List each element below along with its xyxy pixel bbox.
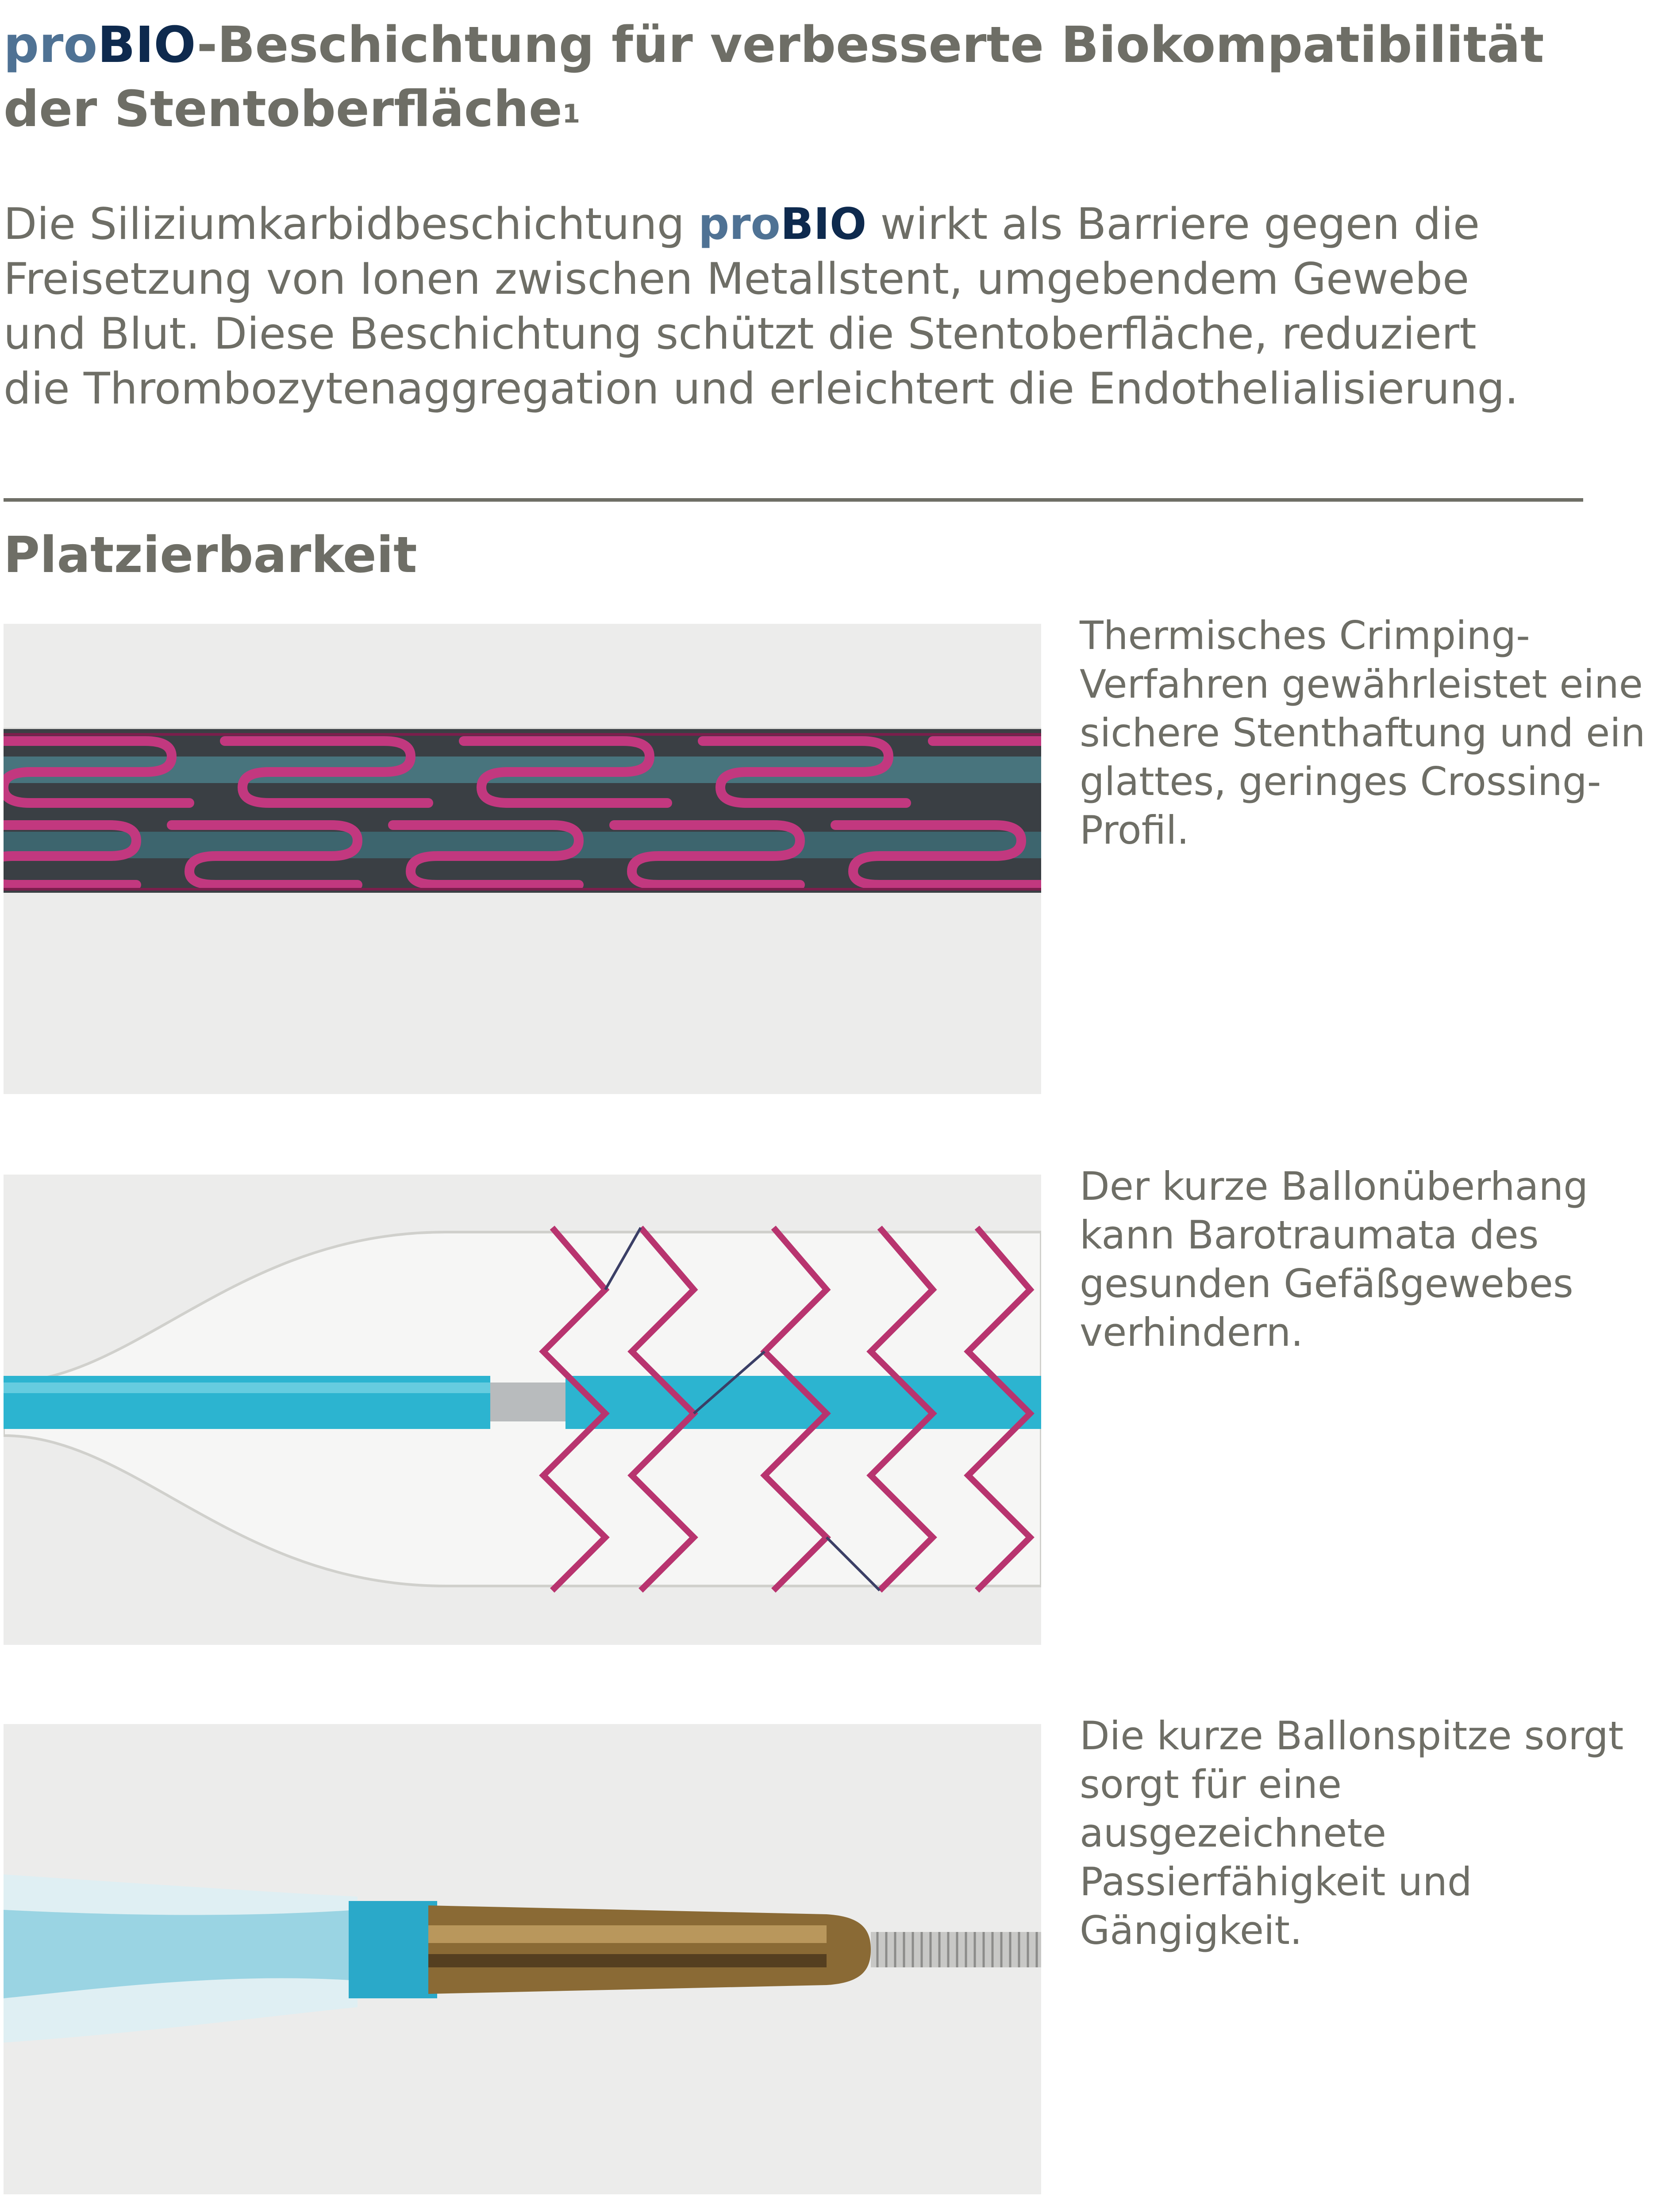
intro-text-end: wirkt als Barriere gegen die Freisetzung von Ionen zwischen Metallstent, umgebendem Gewebe und Blut. Diese Beschichtung schützt die Stentoberfläche, reduziert die Thrombozytenaggregation und erleichtert die Endothelialisierung. bbox=[4, 199, 1519, 414]
balloon-overhang-illustration bbox=[4, 1175, 1041, 1645]
balloon-tip-photo bbox=[4, 1724, 1041, 2194]
intro-brand-pro: pro bbox=[698, 199, 781, 250]
title-brand-bio: BIO bbox=[97, 16, 197, 74]
page-title bbox=[4, 13, 1552, 142]
feature-text-overhang: Der kurze Ballonüberhang kann Barotraumata des gesunden Gefäßgewebes verhindern. bbox=[1080, 1164, 1589, 1355]
title-footnote-marker: 1 bbox=[562, 99, 581, 129]
feature-text-tip: Die kurze Ballonspitze sorgt sorgt für eine ausgezeichnete Passierfähigkeit und Gängigkeit. bbox=[1080, 1713, 1624, 1953]
crimped-stent-photo bbox=[4, 624, 1041, 1094]
section-divider bbox=[4, 498, 1583, 502]
title-text: -Beschichtung für verbesserte Biokompatibilität der Stentoberfläche bbox=[4, 16, 1544, 138]
intro-brand-bio: BIO bbox=[780, 199, 867, 250]
intro-text-start: Die Siliziumkarbidbeschichtung bbox=[4, 199, 699, 250]
balloon-overhang-photo bbox=[4, 1175, 1041, 1645]
section-title: Platzierbarkeit bbox=[4, 526, 417, 584]
crimped-stent-illustration bbox=[4, 624, 1041, 1094]
balloon-tip-illustration bbox=[4, 1724, 1041, 2194]
intro-paragraph bbox=[4, 197, 1552, 416]
feature-text-crimping: Thermisches Crimping-Verfahren gewährleistet eine sichere Stenthaftung und ein glattes, geringes Crossing-Profil. bbox=[1080, 613, 1646, 853]
title-brand-pro: pro bbox=[4, 16, 98, 74]
